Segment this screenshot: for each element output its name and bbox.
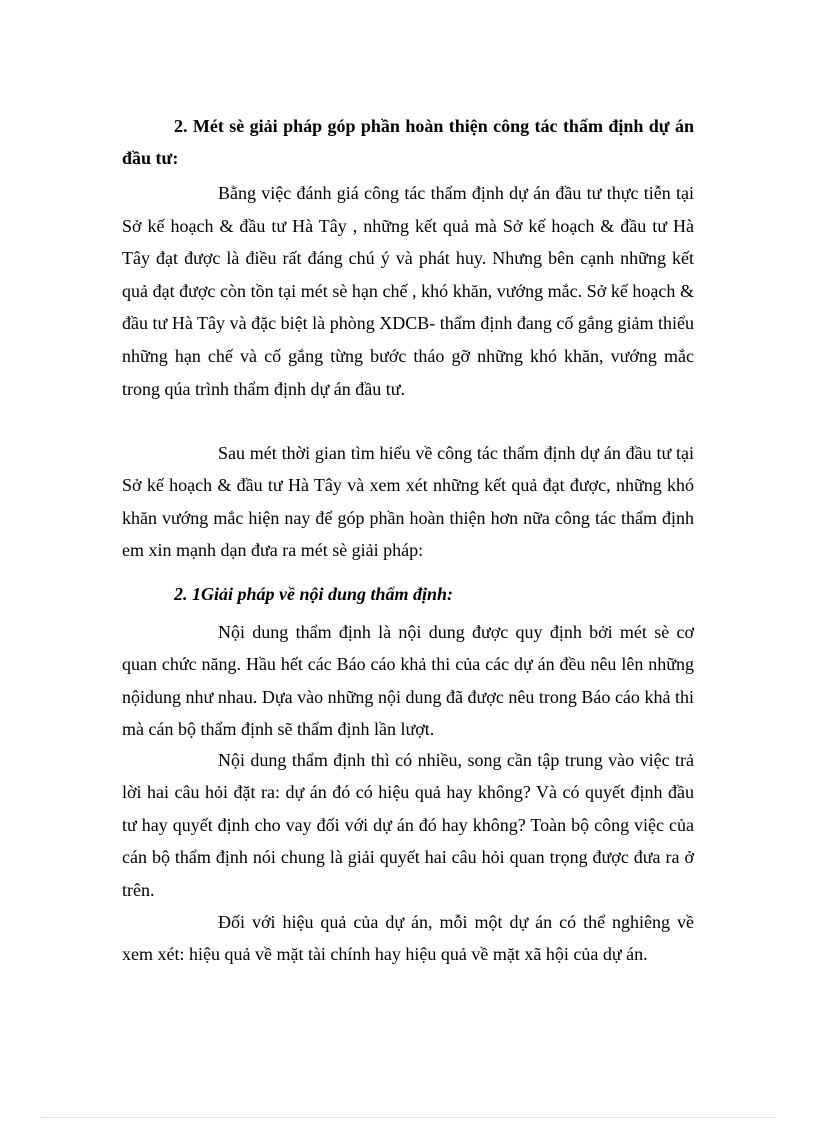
section-heading: 2. Mét sè giải pháp góp phần hoàn thiện công tác thẩm định dự án đầu tư: <box>122 116 694 168</box>
paragraph: Nội dung thẩm định thì có nhiều, song cần tập trung vào việc trả lời hai câu hỏi đặt ra: dự án đó có hiệu quả hay không? Và có quyết định đầu tư hay quyết định cho vay đối với dự án đó hay không? Toàn bộ công việc của cán bộ thẩm định nói chung là giải quyết hai câu hỏi quan trọng được đưa ra ở trên. <box>122 750 694 900</box>
paragraph: Nội dung thẩm định là nội dung được quy định bởi mét sè cơ quan chức năng. Hầu hết các Báo cáo khả thi của các dự án đều nêu lên những nộidung như nhau. Dựa vào những nội dung đã được nêu trong Báo cáo khả thi mà cán bộ thẩm định sẽ thẩm định lần lượt. <box>122 622 694 740</box>
page-bottom-rule <box>40 1117 776 1118</box>
paragraph: Đối với hiệu quả của dự án, mỗi một dự án có thể nghiêng về xem xét: hiệu quả về mặt tài chính hay hiệu quả về mặt xã hội của dự án. <box>122 912 694 965</box>
subsection-heading: 2. 1Giải pháp về nội dung thẩm định: <box>174 584 454 604</box>
paragraph: Sau mét thời gian tìm hiểu về công tác thẩm định dự án đầu tư tại Sở kế hoạch & đầu tư Hà Tây và xem xét những kết quả đạt được, những khó khăn vướng mắc hiện nay để góp phần hoàn thiện hơn nữa công tác thẩm định em xin mạnh dạn đưa ra mét sè giải pháp: <box>122 443 694 561</box>
paragraph: Bằng việc đánh giá công tác thẩm định dự án đầu tư thực tiễn tại Sở kế hoạch & đầu tư Hà Tây , những kết quả mà Sở kế hoạch & đầu tư Hà Tây đạt được là điều rất đáng chú ý và phát huy. Nhưng bên cạnh những kết quả đạt được còn tồn tại mét sè hạn chế , khó khăn, vướng mắc. Sở kế hoạch & đầu tư Hà Tây và đặc biệt là phòng XDCB- thẩm định đang cố gắng giảm thiểu những hạn chế và cố gắng từng bước tháo gỡ những khó khăn, vướng mắc trong qúa trình thẩm định dự án đầu tư. <box>122 183 694 399</box>
